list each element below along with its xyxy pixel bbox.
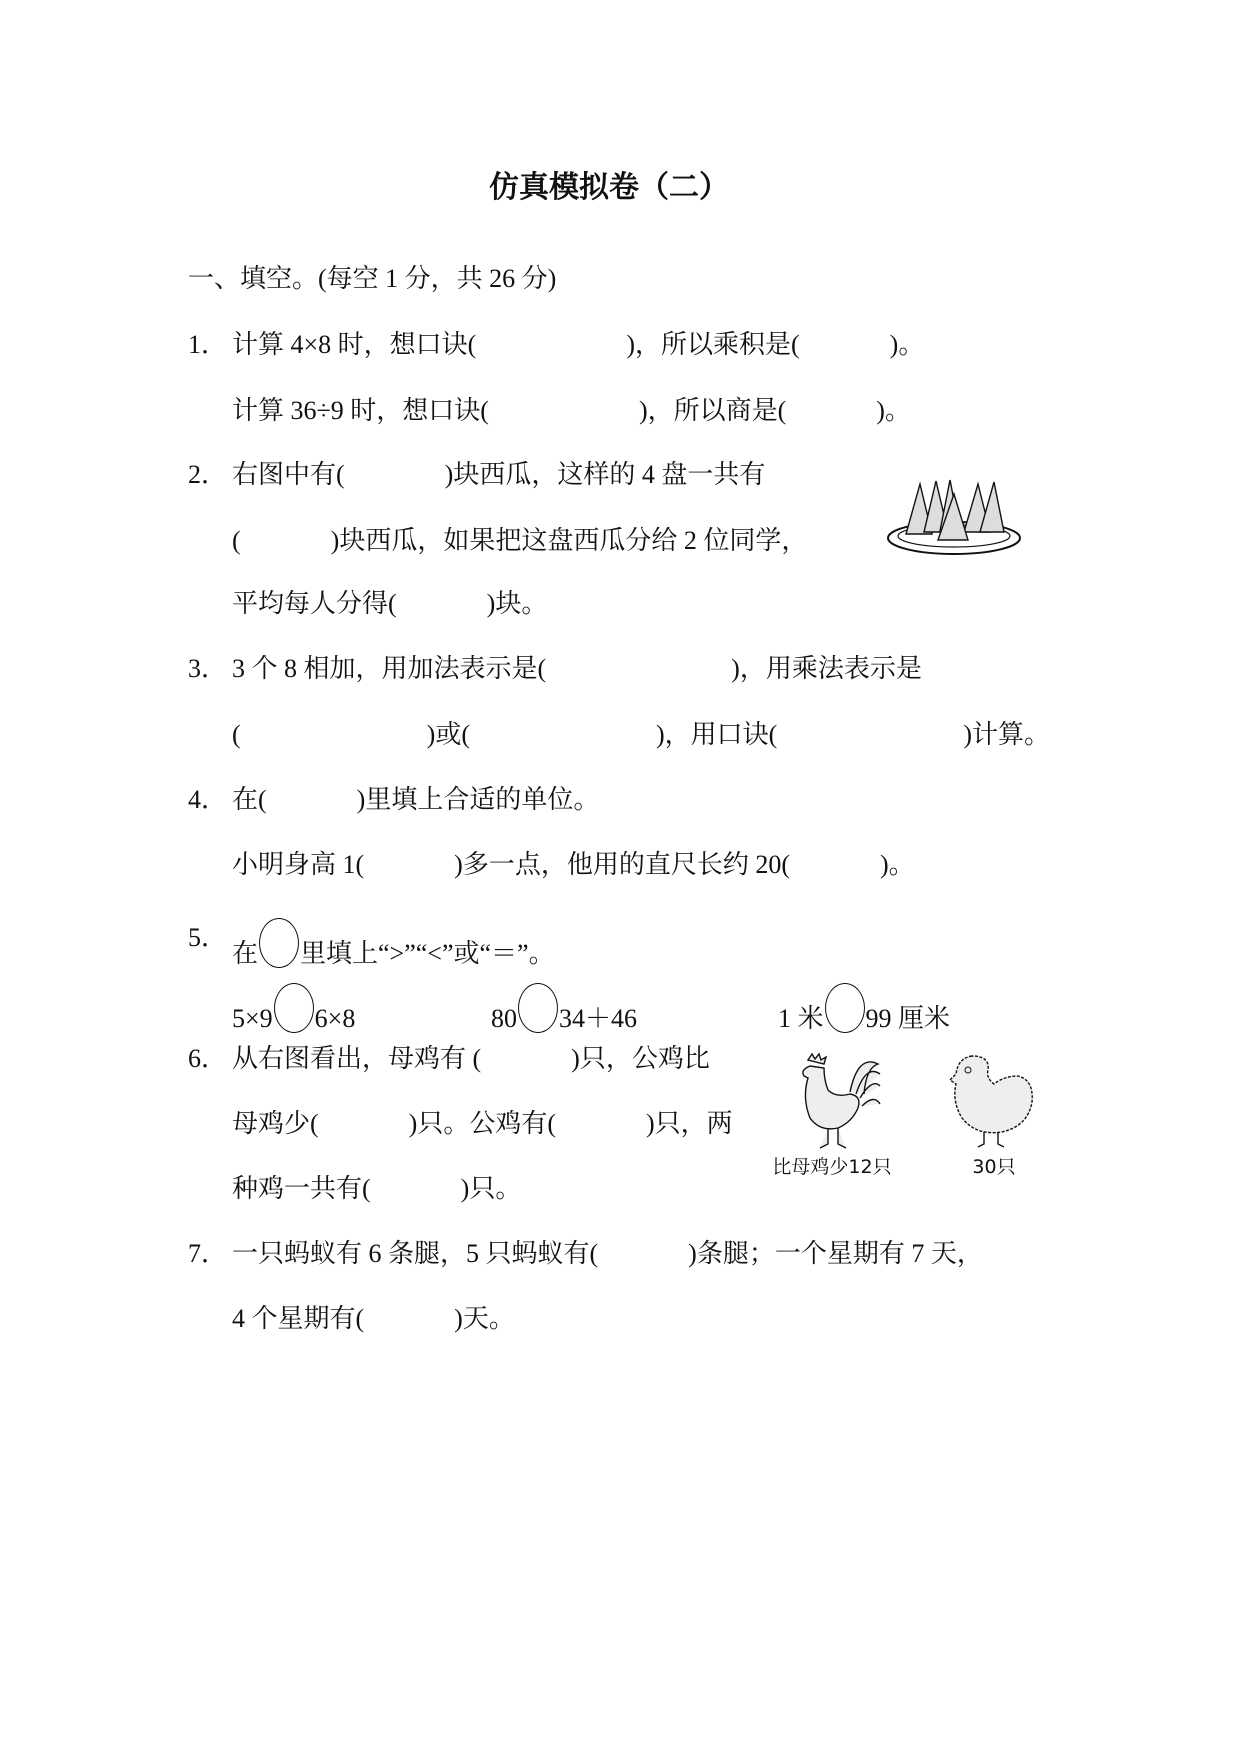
question-text: )多一点，他用的直尺长约 20( bbox=[454, 850, 790, 879]
question-text: )，所以商是( bbox=[638, 396, 787, 425]
comparison-left: 1 米 bbox=[778, 1004, 824, 1033]
rooster-caption: 比母鸡少12只 bbox=[772, 1156, 892, 1178]
question-number: 5． bbox=[188, 923, 228, 952]
question-text: ( bbox=[232, 526, 241, 555]
question-text: )计算。 bbox=[963, 720, 1050, 749]
question-2-line bbox=[232, 584, 547, 624]
question-text: 在 bbox=[232, 939, 259, 968]
question-text: )天。 bbox=[454, 1304, 515, 1333]
question-text: )，用乘法表示是 bbox=[731, 654, 922, 683]
answer-circle[interactable] bbox=[518, 983, 558, 1033]
question-text: )，用口诀( bbox=[656, 720, 778, 749]
question-1-line bbox=[232, 391, 911, 431]
question-6-line bbox=[232, 1104, 733, 1144]
question-text: 里填上“>”“<”或“＝”。 bbox=[300, 939, 555, 968]
page-title: 仿真模拟卷（二） bbox=[489, 170, 729, 205]
question-text: )，所以乘积是( bbox=[626, 330, 800, 359]
question-text: )块西瓜，这样的 4 盘一共有 bbox=[444, 460, 766, 489]
question-text: )块。 bbox=[486, 589, 548, 618]
question-text: 小明身高 1( bbox=[232, 850, 365, 879]
question-text: )块西瓜，如果把这盘西瓜分给 2 位同学， bbox=[330, 526, 808, 555]
question-6-line bbox=[232, 1169, 521, 1209]
question-text: )只，公鸡比 bbox=[571, 1044, 710, 1073]
question-number: 6． bbox=[188, 1044, 228, 1073]
question-number: 2． bbox=[188, 460, 228, 489]
comparison-right: 34＋46 bbox=[559, 1004, 638, 1033]
question-text: 计算 36÷9 时，想口诀( bbox=[232, 396, 489, 425]
comparison-item bbox=[232, 983, 356, 1033]
question-text: 右图中有( bbox=[232, 460, 345, 489]
question-text: 3 个 8 相加，用加法表示是( bbox=[232, 654, 547, 683]
comparison-right: 6×8 bbox=[314, 1004, 356, 1033]
question-number: 4． bbox=[188, 785, 228, 814]
question-text: )条腿；一个星期有 7 天， bbox=[688, 1239, 983, 1268]
comparison-item bbox=[491, 983, 638, 1033]
question-text: )或( bbox=[426, 720, 470, 749]
question-text: )。 bbox=[889, 330, 925, 359]
question-4-line bbox=[232, 845, 915, 885]
answer-circle[interactable] bbox=[274, 983, 314, 1033]
question-text: 计算 4×8 时，想口诀( bbox=[232, 330, 477, 359]
question-7-line bbox=[232, 1299, 515, 1339]
compare-circle bbox=[259, 918, 299, 968]
question-text: )只，两 bbox=[646, 1109, 733, 1138]
question-text: 平均每人分得( bbox=[232, 589, 397, 618]
question-text: )只。公鸡有( bbox=[408, 1109, 556, 1138]
question-4-line bbox=[232, 780, 599, 820]
question-text: )。 bbox=[880, 850, 915, 879]
question-text: 从右图看出，母鸡有 ( bbox=[232, 1044, 482, 1073]
question-2-line bbox=[232, 521, 807, 561]
question-text: 4 个星期有( bbox=[232, 1304, 365, 1333]
question-text: 种鸡一共有( bbox=[232, 1174, 371, 1203]
watermelon-plate-icon bbox=[884, 476, 1024, 558]
answer-circle[interactable] bbox=[825, 983, 865, 1033]
comparison-left: 5×9 bbox=[232, 1004, 273, 1033]
question-text: 一只蚂蚁有 6 条腿，5 只蚂蚁有( bbox=[232, 1239, 599, 1268]
question-number: 3． bbox=[188, 654, 228, 683]
question-number: 7． bbox=[188, 1239, 228, 1268]
question-text: )。 bbox=[876, 396, 911, 425]
hen-icon bbox=[944, 1052, 1044, 1148]
question-5-line bbox=[232, 918, 555, 968]
question-text: )里填上合适的单位。 bbox=[356, 785, 600, 814]
comparison-item bbox=[778, 983, 951, 1033]
question-3-line bbox=[232, 649, 922, 689]
comparison-left: 80 bbox=[491, 1004, 517, 1033]
section-heading: 一、填空。(每空 1 分，共 26 分) bbox=[188, 264, 557, 293]
rooster-icon bbox=[790, 1052, 885, 1152]
question-3-line bbox=[232, 715, 1050, 755]
comparison-right: 99 厘米 bbox=[865, 1004, 951, 1033]
hen-caption: 30只 bbox=[972, 1156, 1016, 1178]
question-1-line bbox=[232, 325, 924, 365]
question-number: 1． bbox=[188, 330, 228, 359]
question-text: 在( bbox=[232, 785, 267, 814]
question-text: ( bbox=[232, 720, 241, 749]
question-text: 母鸡少( bbox=[232, 1109, 319, 1138]
question-7-line bbox=[232, 1234, 983, 1274]
question-text: )只。 bbox=[460, 1174, 522, 1203]
question-6-line bbox=[232, 1039, 710, 1079]
question-2-line bbox=[232, 455, 765, 495]
